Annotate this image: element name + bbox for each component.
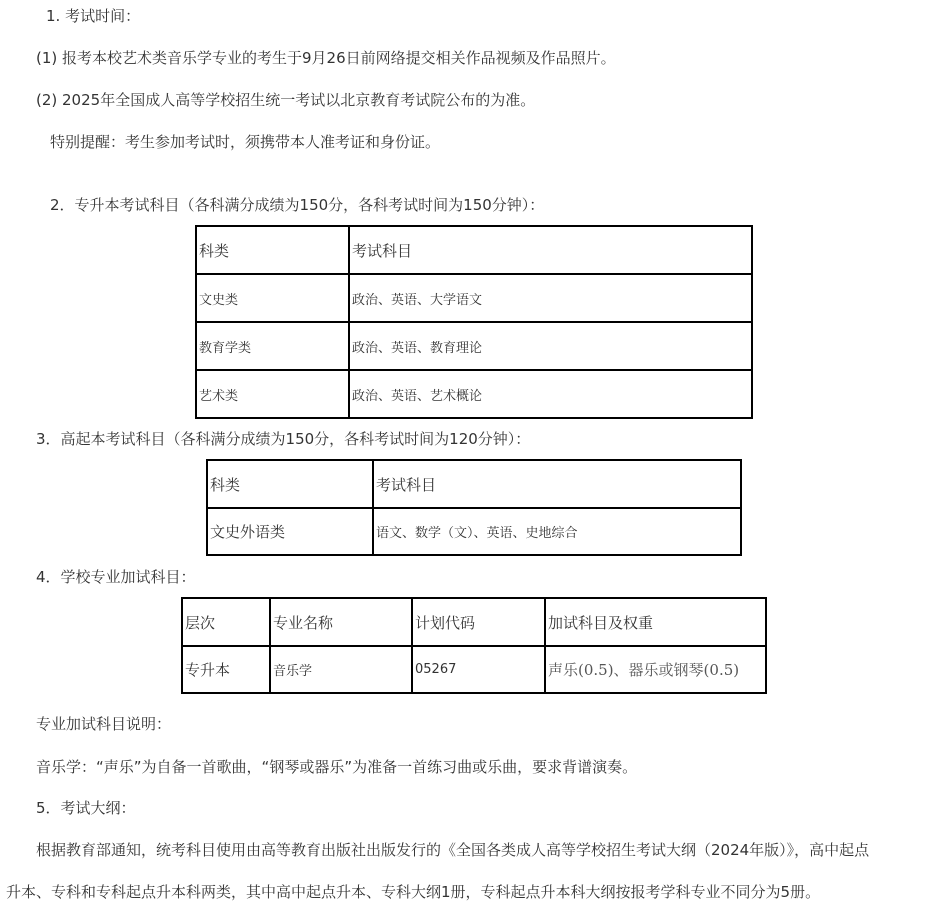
table-cell: 05267 <box>412 646 545 693</box>
table-header-row <box>207 460 741 508</box>
table-header-cell: 层次 <box>182 598 270 646</box>
table-header-cell: 科类 <box>196 226 349 274</box>
table-header-cell: 专业名称 <box>270 598 412 646</box>
table-row <box>207 508 741 555</box>
section-heading: 3．高起本考试科目（各科满分成绩为150分，各科考试时间为120分钟）： <box>36 430 531 448</box>
table-header-row <box>196 226 752 274</box>
table-cell: 政治、英语、教育理论 <box>349 322 752 370</box>
paragraph: 根据教育部通知，统考科目使用由高等教育出版社出版发行的《全国各类成人高等学校招生考试大纲（2024年版）》，高中起点 <box>36 841 870 859</box>
section-heading: 4．学校专业加试科目： <box>36 568 196 586</box>
table-cell: 政治、英语、大学语文 <box>349 274 752 322</box>
table-row <box>182 646 766 693</box>
table-cell: 语文、数学（文）、英语、史地综合 <box>373 508 741 555</box>
reminder-text: 特别提醒：考生参加考试时，须携带本人准考证和身份证。 <box>50 133 441 151</box>
table-cell: 政治、英语、艺术概论 <box>349 370 752 418</box>
table-header-cell: 加试科目及权重 <box>545 598 766 646</box>
table-header-cell: 考试科目 <box>373 460 741 508</box>
upgrade-subjects-table <box>195 225 753 419</box>
table-cell: 艺术类 <box>196 370 349 418</box>
table-header-cell: 计划代码 <box>412 598 545 646</box>
table-row <box>196 370 752 418</box>
note-body: 音乐学：“声乐”为自备一首歌曲，“钢琴或器乐”为准备一首练习曲或乐曲，要求背谱演奏。 <box>36 758 638 776</box>
table-cell: 教育学类 <box>196 322 349 370</box>
table-header-cell: 考试科目 <box>349 226 752 274</box>
note-title: 专业加试科目说明： <box>36 715 172 733</box>
table-cell: 声乐(0.5)、器乐或钢琴(0.5) <box>545 646 766 693</box>
table-cell: 专升本 <box>182 646 270 693</box>
additional-exam-table <box>181 597 767 694</box>
paragraph: (1) 报考本校艺术类音乐学专业的考生于9月26日前网络提交相关作品视频及作品照片。 <box>36 49 616 67</box>
table-row <box>196 322 752 370</box>
section-heading: 2．专升本考试科目（各科满分成绩为150分，各科考试时间为150分钟）： <box>50 196 545 214</box>
table-header-cell: 科类 <box>207 460 373 508</box>
paragraph: 升本、专科和专科起点升本科两类，其中高中起点升本、专科大纲1册，专科起点升本科大纲按报考学科专业不同分为5册。 <box>6 883 821 901</box>
table-cell: 文史外语类 <box>207 508 373 555</box>
section-heading: 1. 考试时间： <box>46 7 141 25</box>
table-row <box>196 274 752 322</box>
table-header-row <box>182 598 766 646</box>
table-cell: 音乐学 <box>270 646 412 693</box>
paragraph: (2) 2025年全国成人高等学校招生统一考试以北京教育考试院公布的为准。 <box>36 91 536 109</box>
table-cell: 文史类 <box>196 274 349 322</box>
highschool-subjects-table <box>206 459 742 556</box>
section-heading: 5．考试大纲： <box>36 799 136 817</box>
